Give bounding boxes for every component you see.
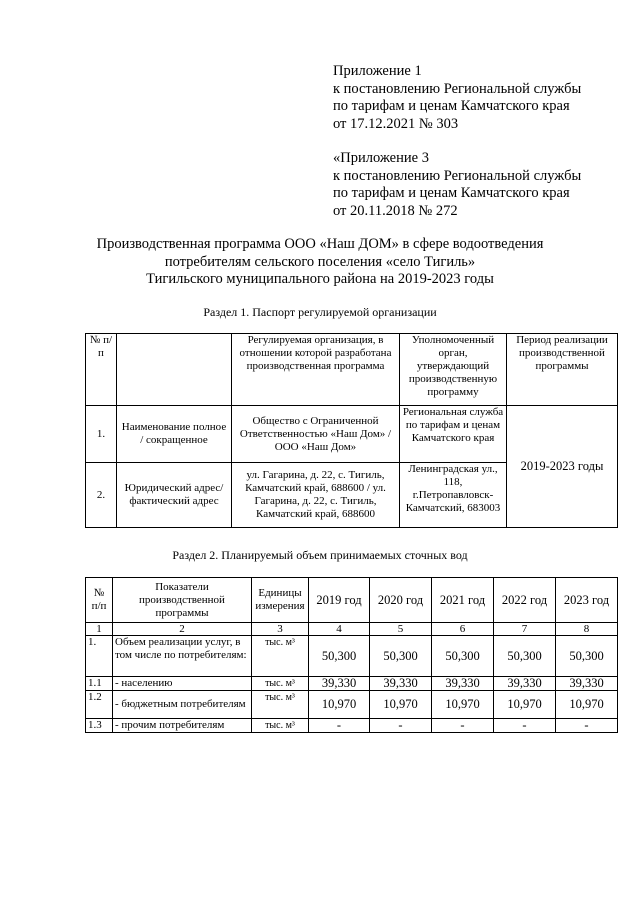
appendix-3-line: от 20.11.2018 № 272 bbox=[333, 202, 458, 219]
header-cell: 2019 год bbox=[309, 578, 370, 623]
value-cell: - bbox=[370, 719, 432, 733]
section-2-title: Раздел 2. Планируемый объем принимаемых сточных вод bbox=[172, 548, 468, 562]
title-line: потребителям сельского поселения «село Тигиль» bbox=[164, 253, 476, 270]
row-label: Объем реализации услуг, в том числе по потребителям: bbox=[113, 636, 252, 677]
table-header-row bbox=[86, 578, 618, 623]
table-row bbox=[86, 691, 618, 719]
row-label: Юридический адрес/фактический адрес bbox=[117, 463, 232, 528]
appendix-1-line: Приложение 1 bbox=[333, 63, 422, 79]
appendix-1-line: от 17.12.2021 № 303 bbox=[333, 115, 459, 132]
appendix-3-line: по тарифам и ценам Камчатского края bbox=[333, 185, 570, 201]
title-line: Тигильского муниципального района на 2019-2023 годы bbox=[146, 271, 494, 287]
header-cell: Показатели производственной программы bbox=[113, 578, 252, 623]
value-cell: - bbox=[494, 719, 556, 733]
row-number: 1.2 bbox=[86, 691, 113, 719]
table-row bbox=[86, 677, 618, 691]
appendix-1-line: по тарифам и ценам Камчатского края bbox=[333, 98, 570, 114]
row-number: 2. bbox=[86, 463, 117, 528]
appendix-3-header bbox=[333, 150, 633, 220]
header-cell bbox=[117, 334, 232, 406]
appendix-1-line: к постановлению Региональной службы bbox=[333, 80, 582, 97]
row-number: 1.1 bbox=[86, 677, 113, 691]
header-cell: № п/п bbox=[86, 334, 117, 406]
value-cell: 39,330 bbox=[556, 677, 618, 691]
program-period: 2019-2023 годы bbox=[507, 406, 618, 528]
header-cell: Период реализации производственной программы bbox=[507, 334, 618, 406]
appendix-3-line: «Приложение 3 bbox=[333, 150, 429, 166]
row-label: - прочим потребителям bbox=[113, 719, 252, 733]
value-cell: 10,970 bbox=[432, 691, 494, 719]
section-1-title: Раздел 1. Паспорт регулируемой организации bbox=[203, 305, 437, 319]
value-cell: 10,970 bbox=[309, 691, 370, 719]
value-cell: 10,970 bbox=[494, 691, 556, 719]
value-cell: 10,970 bbox=[370, 691, 432, 719]
table-row bbox=[86, 636, 618, 677]
column-number: 5 bbox=[370, 623, 432, 636]
table-row bbox=[86, 406, 618, 463]
document-title bbox=[40, 236, 600, 289]
header-cell: Регулируемая организация, в отношении которой разработана производственная программа bbox=[232, 334, 400, 406]
header-cell: 2020 год bbox=[370, 578, 432, 623]
row-unit: тыс. м³ bbox=[252, 691, 309, 719]
value-cell: 39,330 bbox=[370, 677, 432, 691]
value-cell: 50,300 bbox=[494, 636, 556, 677]
value-cell: 39,330 bbox=[432, 677, 494, 691]
column-number: 2 bbox=[113, 623, 252, 636]
header-cell: 2023 год bbox=[556, 578, 618, 623]
organization-name: Общество с Ограниченной Ответственностью «Наш Дом» / ООО «Наш Дом» bbox=[232, 406, 400, 463]
value-cell: 39,330 bbox=[494, 677, 556, 691]
column-number: 7 bbox=[494, 623, 556, 636]
value-cell: 50,300 bbox=[432, 636, 494, 677]
column-number-row bbox=[86, 623, 618, 636]
header-cell: 2022 год bbox=[494, 578, 556, 623]
row-number: 1. bbox=[86, 636, 113, 677]
value-cell: 50,300 bbox=[309, 636, 370, 677]
value-cell: - bbox=[309, 719, 370, 733]
authority-address: Ленинградская ул., 118, г.Петропавловск-Камчатский, 683003 bbox=[400, 463, 507, 528]
row-number: 1.3 bbox=[86, 719, 113, 733]
column-number: 1 bbox=[86, 623, 113, 636]
title-line: Производственная программа ООО «Наш ДОМ» в сфере водоотведения bbox=[96, 236, 544, 252]
row-unit: тыс. м³ bbox=[252, 719, 309, 733]
row-label: - бюджетным потребителям bbox=[113, 691, 252, 719]
column-number: 4 bbox=[309, 623, 370, 636]
authority-name: Региональная служба по тарифам и ценам Камчатского края bbox=[400, 406, 507, 463]
value-cell: 39,330 bbox=[309, 677, 370, 691]
table-row bbox=[86, 719, 618, 733]
value-cell: 10,970 bbox=[556, 691, 618, 719]
header-cell: Единицы измерения bbox=[252, 578, 309, 623]
appendix-1-header bbox=[333, 63, 633, 133]
column-number: 6 bbox=[432, 623, 494, 636]
row-label: - населению bbox=[113, 677, 252, 691]
table-header-row bbox=[86, 334, 618, 406]
organization-address: ул. Гагарина, д. 22, с. Тигиль, Камчатский край, 688600 / ул. Гагарина, д. 22, с. Тигиль, Камчатский край, 688600 bbox=[232, 463, 400, 528]
value-cell: 50,300 bbox=[370, 636, 432, 677]
header-cell: 2021 год bbox=[432, 578, 494, 623]
row-number: 1. bbox=[86, 406, 117, 463]
row-unit: тыс. м³ bbox=[252, 677, 309, 691]
row-label: Наименование полное / сокращенное bbox=[117, 406, 232, 463]
appendix-3-line: к постановлению Региональной службы bbox=[333, 167, 582, 184]
wastewater-volume-table bbox=[85, 577, 618, 733]
value-cell: - bbox=[556, 719, 618, 733]
column-number: 3 bbox=[252, 623, 309, 636]
organization-passport-table bbox=[85, 333, 618, 528]
row-unit: тыс. м³ bbox=[252, 636, 309, 677]
column-number: 8 bbox=[556, 623, 618, 636]
value-cell: 50,300 bbox=[556, 636, 618, 677]
header-cell: Уполномоченный орган, утверждающий производственную программу bbox=[400, 334, 507, 406]
value-cell: - bbox=[432, 719, 494, 733]
header-cell: № п/п bbox=[86, 578, 113, 623]
